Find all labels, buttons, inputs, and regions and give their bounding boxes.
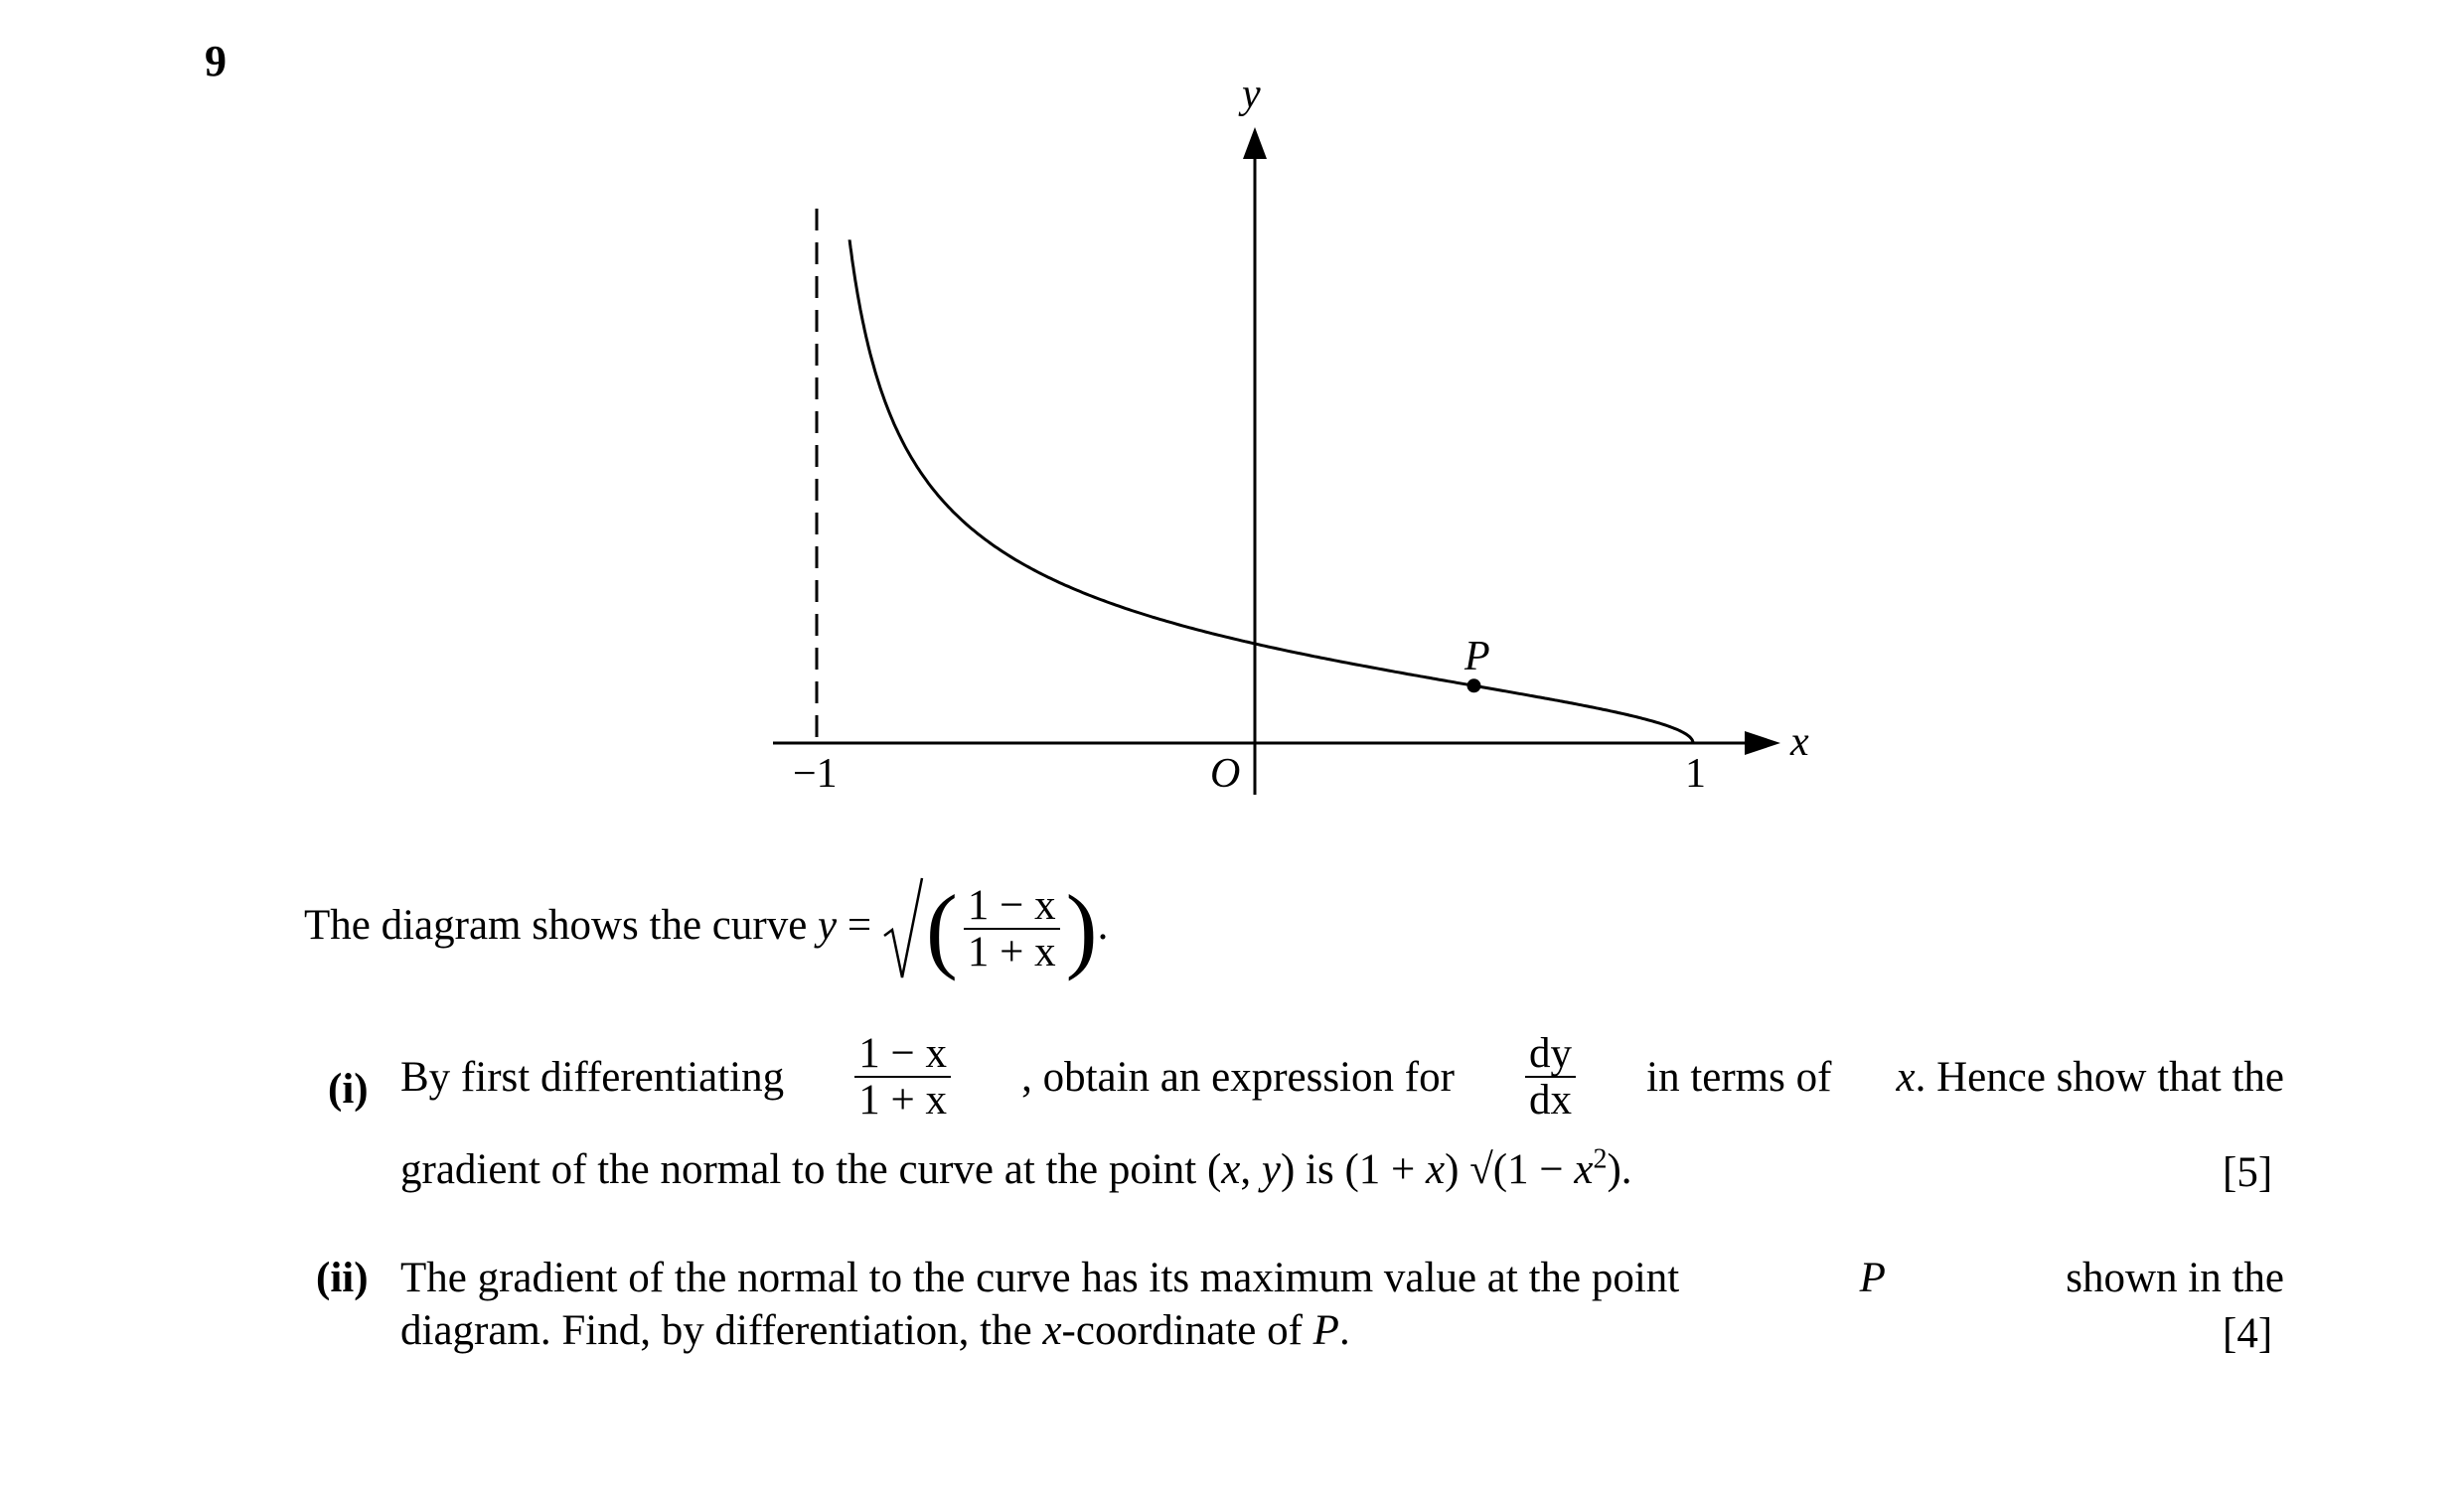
point-p-label: P [1464,634,1490,679]
x-axis-label: x [1790,719,1809,765]
question-number: 9 [205,37,227,85]
intro-statement [304,874,1108,983]
part-i-derivative: $\frac{dy}{dx}$ [1525,1031,1576,1123]
tick-label-minus-one: −1 [793,751,838,797]
intro-y: y [818,901,838,949]
part-ii-line-1: The gradient of the normal to the curve has its maximum value at the point P shown in the [400,1255,2284,1301]
right-paren: ) [1065,875,1098,981]
part-i-line-2: gradient of the normal to the curve at the point (x, y) is (1 + x) $√(1 - x^2)$. [400,1143,1632,1193]
part-ii-label: (ii) [316,1255,369,1301]
intro-end: . [1097,901,1109,949]
intro-equals: = [847,901,872,949]
part-ii-marks: [4] [2223,1310,2273,1357]
part-i-fraction: $\frac{1 - x}{1 + x}$ [854,1031,951,1123]
radical-sign-icon [882,874,926,983]
part-i-label: (i) [328,1066,369,1113]
y-axis-label: y [1242,72,1261,117]
curve [849,239,1693,743]
sqrt-expression [882,874,1098,983]
part-i-marks: [5] [2223,1149,2273,1196]
part-i-w2: , obtain an expression for [1021,1053,1455,1101]
origin-label: O [1210,751,1241,797]
part-i-line-1 [400,1031,2284,1123]
intro-fraction: $\frac{1 - x}{1 + x}$ [964,883,1060,974]
part-i-w3: in terms of [1646,1053,1832,1101]
x-axis-arrow [1745,731,1780,755]
part-i-x: x [1896,1053,1916,1101]
y-axis-arrow [1243,127,1267,159]
point-p-marker [1467,678,1481,692]
left-paren: ( [925,875,958,981]
tick-label-one: 1 [1685,751,1706,797]
intro-text: The diagram shows the curve [304,901,808,949]
part-i-w1: By first differentiating [400,1053,785,1101]
part-ii-line-2: diagram. Find, by differentiation, the x-coordinate of P. [400,1307,1350,1354]
part-i-w4: . Hence show that the [1915,1053,2284,1101]
